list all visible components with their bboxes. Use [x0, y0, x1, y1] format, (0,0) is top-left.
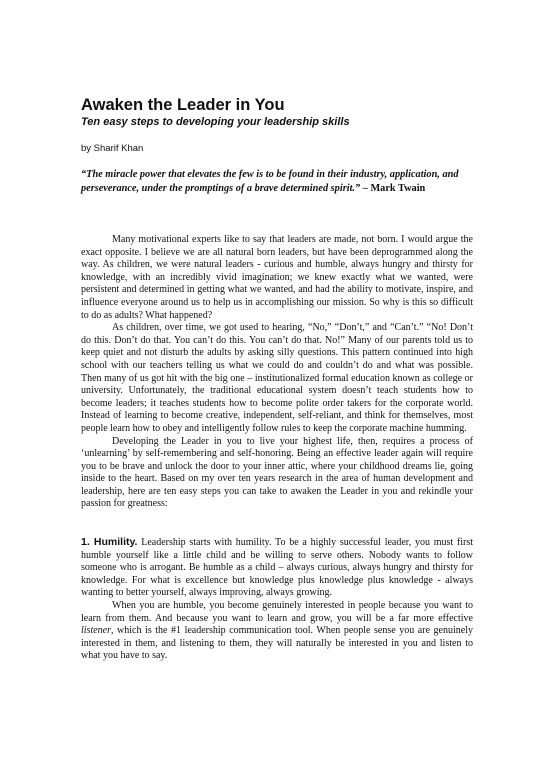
- author-byline: by Sharif Khan: [81, 143, 144, 154]
- document-title: Awaken the Leader in You: [81, 96, 285, 114]
- intro-paragraph-2: As children, over time, we got used to hearing, “No,” “Don’t,” and “Can’t.” “No! Don’t do this. Don’t do that. You can’t do this. You can’t do that. No!” Many of our parents told us to keep quiet and not disturb the adults by asking silly questions. This pattern continued into high school with our teachers telling us what we could do and couldn’t do and what was possible. Then many of us got hit with the big one – institutionalized formal education known as college or university. Unfortunately, the traditional educational system doesn’t teach students how to become leaders; it teaches students how to become polite order takers for the corporate world. Instead of learning to become creative, independent, self-reliant, and think for themselves, most people learn how to obey and intelligently follow rules to keep the corporate machine humming.: [81, 322, 473, 434]
- step-1-paragraph-2: [81, 600, 473, 663]
- step-1-para2-before: When you are humble, you become genuinely interested in people because you want to learn from them. And because you want to learn and grow, you will be a far more effective: [81, 600, 473, 624]
- document-subtitle: Ten easy steps to developing your leadership skills: [81, 116, 350, 128]
- step-1-para2-after: , which is the #1 leadership communication tool. When people sense you are genuinely interested in them, and listening to them, they will naturally be interested in you and listen to what you have to say.: [81, 625, 473, 662]
- quote-author: – Mark Twain: [360, 183, 426, 194]
- step-1-paragraph-1: [81, 536, 473, 600]
- intro-paragraph-1: Many motivational experts like to say that leaders are made, not born. I would argue the exact opposite. I believe we are all natural born leaders, but have been deprogrammed along the way. As children, we were natural leaders - curious and humble, always hungry and thirsty for knowledge, with an incredibly vivid imagination; we knew exactly what we wanted, were persistent and determined in getting what we wanted, and had the ability to motivate, inspire, and influence everyone around us to help us in accomplishing our mission. So why is this so difficult to do as adults? What happened?: [81, 234, 473, 321]
- step-1-heading: 1. Humility.: [81, 536, 138, 549]
- step-1-text: Leadership starts with humility. To be a highly successful leader, you must first humble yourself like a little child and be willing to serve others. Nobody wants to follow someone who is arrogant. Be humble as a child – always curious, always hungry and thirsty for knowledge. For what is excellence but knowledge plus knowledge plus knowledge - always wanting to better yourself, always improving, always growing.: [81, 537, 473, 599]
- listener-emphasis: listener: [81, 625, 111, 637]
- epigraph-quote: [81, 168, 473, 196]
- quote-text: “The miracle power that elevates the few is to be found in their industry, application, and perseverance, under the promptings of a brave determined spirit.”: [81, 169, 459, 194]
- intro-paragraph-3: Developing the Leader in you to live your highest life, then, requires a process of ‘unlearning’ by self-remembering and self-honoring. Being an effective leader again will require you to be brave and unlock the door to your inner attic, where your childhood dreams lie, going inside to the heart. Based on my over ten years research in the area of human development and leadership, here are ten easy steps you can take to awaken the Leader in you and rekindle your passion for greatness:: [81, 435, 473, 510]
- document-page: [81, 96, 473, 663]
